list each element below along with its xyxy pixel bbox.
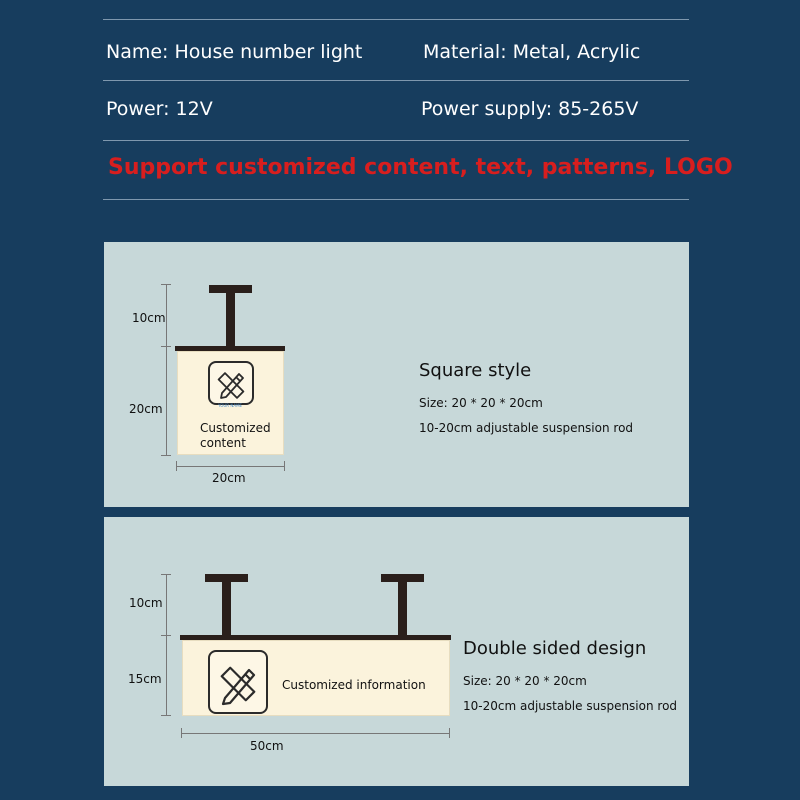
square-style-rod: 10-20cm adjustable suspension rod [419,421,634,435]
double-light-box [182,640,450,716]
dimension-line [166,574,167,716]
dimension-tick [176,461,177,471]
spec-divider [103,140,689,141]
dimension-label-rod: 10cm [132,311,166,325]
sign-content-line2: content [200,436,246,450]
dimension-label-height: 20cm [129,402,163,416]
dimension-label-height: 15cm [128,672,162,686]
double-sided-size: Size: 20 * 20 * 20cm [463,674,587,688]
dimension-label-width: 20cm [212,471,246,485]
dimension-label-width: 50cm [250,739,284,753]
sign-content-text: Customized information [282,678,426,692]
spec-material: Material: Metal, Acrylic [423,41,641,63]
customization-note: Support customized content, text, patterns, LOGO [108,155,733,180]
sign-content-text [200,421,271,451]
square-light-box [177,351,284,455]
spec-power: Power: 12V [106,98,213,120]
dimension-tick [449,728,450,738]
dimension-line [176,466,284,467]
square-style-title: Square style [419,360,532,381]
dimension-tick [284,461,285,471]
spec-name: Name: House number light [106,41,363,63]
dimension-tick [161,455,171,456]
spec-divider [103,19,689,20]
double-sided-panel [104,517,689,786]
dimension-label-rod: 10cm [129,596,163,610]
dimension-line [166,284,167,456]
sign-content-line1: Customized [200,421,271,435]
ruler-pencil-icon [210,697,266,716]
dimension-tick [181,728,182,738]
spec-power-supply: Power supply: 85-265V [421,98,639,120]
dimension-tick [161,715,171,716]
dimension-tick [161,574,171,575]
suspension-rod [222,581,231,637]
logo-frame [208,650,268,714]
dimension-tick [161,635,171,636]
double-sided-rod: 10-20cm adjustable suspension rod [463,699,678,713]
spec-divider [103,199,689,200]
dimension-tick [161,346,171,347]
suspension-rod [226,292,235,348]
double-sided-title: Double sided design [463,638,647,659]
square-style-panel [104,242,689,507]
square-style-size: Size: 20 * 20 * 20cm [419,396,543,410]
suspension-rod [398,581,407,637]
logo-frame [208,361,254,405]
spec-divider [103,80,689,81]
dimension-line [181,733,450,734]
dimension-tick [161,284,171,285]
logo-caption: YOUR NAME [218,403,243,408]
